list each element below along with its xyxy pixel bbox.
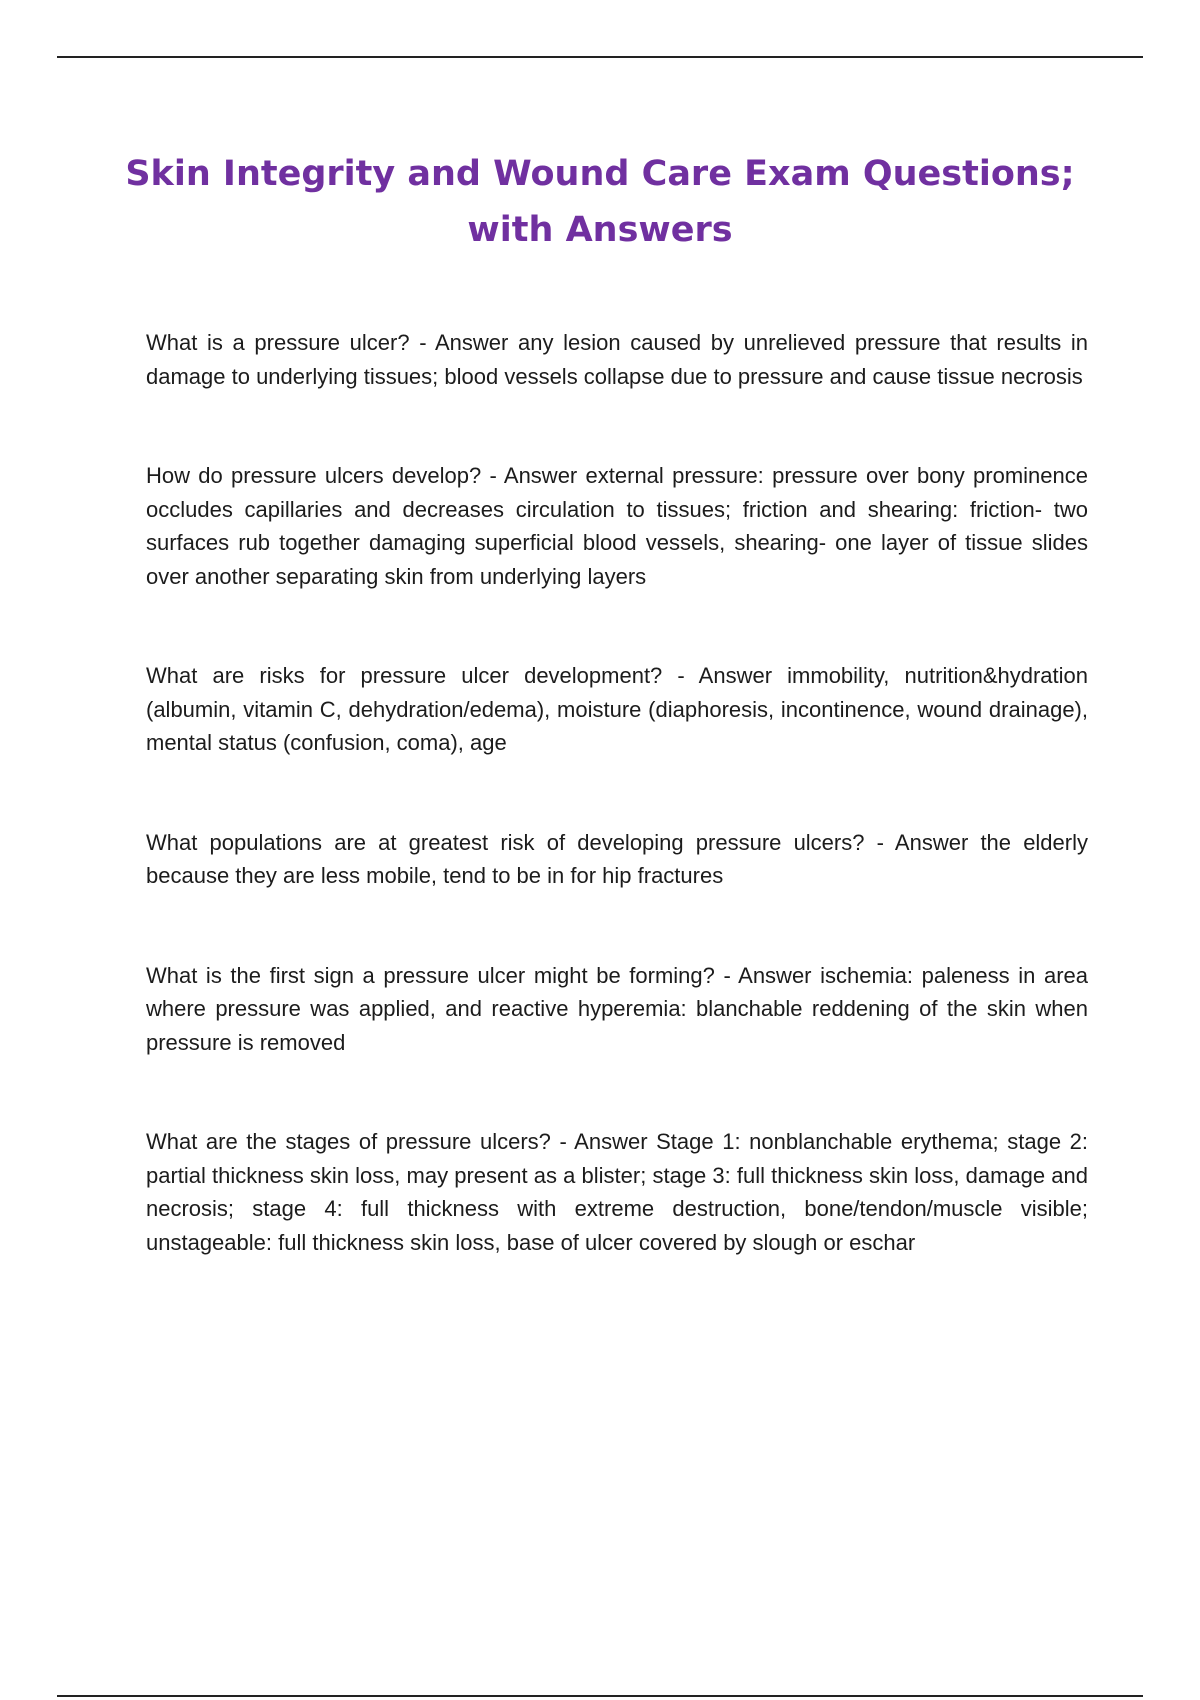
qa-item: What are the stages of pressure ulcers? - Answer Stage 1: nonblanchable erythema; stage 2: partial thickness skin loss, may present as a blister; stage 3: full thickness skin loss, damage and necrosis; stage 4: full thickness with extreme destruction, bone/tendon/muscle visible; unstageable: full thickness skin loss, base of ulcer covered by slough or eschar <box>146 1129 1088 1255</box>
qa-item: What are risks for pressure ulcer development? - Answer immobility, nutrition&hydration (albumin, vitamin C, dehydration/edema), moisture (diaphoresis, incontinence, wound drainage), mental status (confusion, coma), age <box>146 663 1088 755</box>
qa-list <box>146 326 1088 1325</box>
footer-rule <box>57 1695 1143 1697</box>
qa-item: What is a pressure ulcer? - Answer any lesion caused by unrelieved pressure that results in damage to underlying tissues; blood vessels collapse due to pressure and cause tissue necrosis <box>146 330 1088 389</box>
qa-item: How do pressure ulcers develop? - Answer external pressure: pressure over bony prominence occludes capillaries and decreases circulation to tissues; friction and shearing: friction- two surfaces rub together damaging superficial blood vessels, shearing- one layer of tissue slides over another separating skin from underlying layers <box>146 463 1088 589</box>
qa-item: What populations are at greatest risk of developing pressure ulcers? - Answer the elderly because they are less mobile, tend to be in for hip fractures <box>146 829 1088 888</box>
header-rule <box>57 56 1143 58</box>
document-title: Skin Integrity and Wound Care Exam Questions; with Answers <box>125 154 1075 250</box>
qa-item: What is the first sign a pressure ulcer might be forming? - Answer ischemia: paleness in area where pressure was applied, and reactive hyperemia: blanchable reddening of the skin when pressure is removed <box>146 962 1088 1055</box>
